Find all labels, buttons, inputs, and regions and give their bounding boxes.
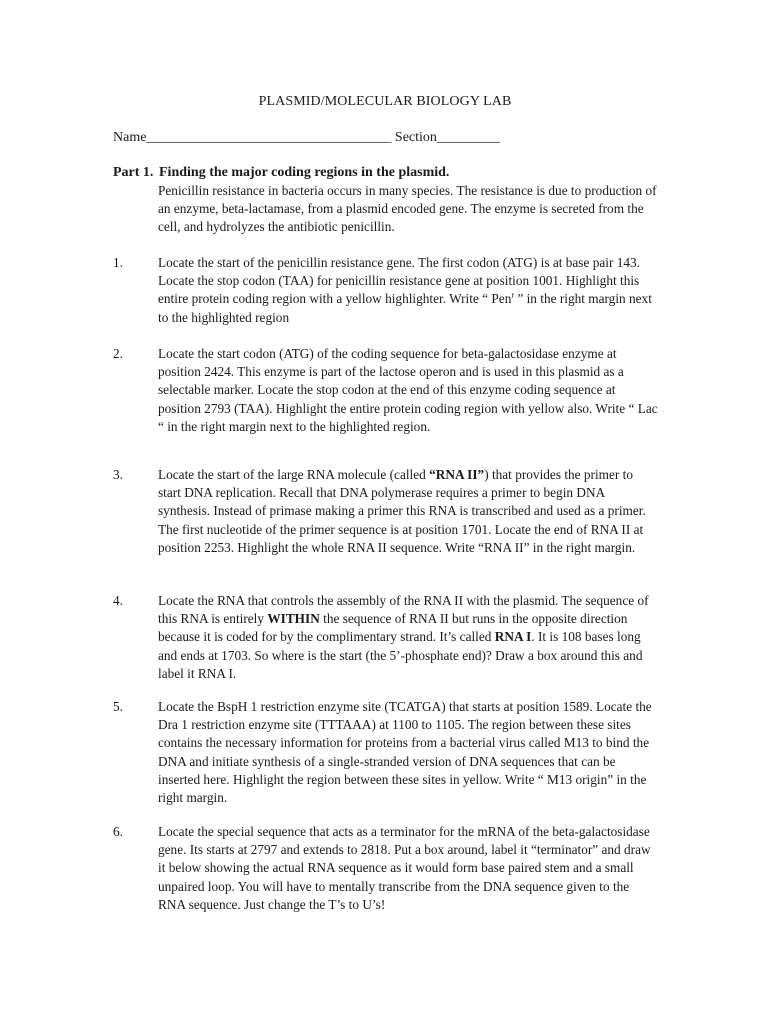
item-number: 2. [113,346,123,361]
part-heading-text: Finding the major coding regions in the plasmid. [159,165,450,180]
bold-term: WITHIN [267,611,320,627]
item-text-part: the sequence of RNA II but runs in the opposite direction because it is coded for by the complimentary strand. It’s called [158,611,628,645]
superscript: r [511,290,515,300]
item-text: Locate the BspH 1 restriction enzyme site (TCATGA) that starts at position 1589. Locate the Dra 1 restriction enzyme site (TTTAAA) at 1100 to 1105. The region between these sites contains the necessary information for proteins from a bacterial virus called M13 to bind the DNA and initiate synthesis of a single-stranded version of DNA sequences that can be inserted here. Highlight the region between these sites in yellow. Write “ M13 origin” in the right margin. [158,699,652,806]
item-number: 3. [113,467,123,482]
item-text-part: Locate the start of the penicillin resistance gene. The first codon (ATG) is at base pair 143. Locate the stop codon (TAA) for penicillin resistance gene at position 1001. Highlight this entire protein coding region with a yellow highlighter. Write “ Pen [158,255,640,307]
item-text [158,592,658,683]
item-text: Locate the start codon (ATG) of the coding sequence for beta-galactosidase enzyme at position 2424. This enzyme is part of the lactose operon and is used in this plasmid as a selectable marker. Locate the stop codon at the end of this enzyme coding sequence at position 2793 (TAA). Highlight the entire protein coding region with yellow also. Write “ Lac “ in the right margin next to the highlighted region. [158,346,658,434]
part-heading [113,165,449,181]
item-text-part: ) that provides the primer to start DNA replication. Recall that DNA polymerase requires a primer to begin DNA synthesis. Instead of primase making a primer this RNA is transcribed and used as a primer. The first nucleotide of the primer sequence is at position 1701. Locate the end of RNA II at position 2253. Highlight the whole RNA II sequence. Write “RNA II” in the right margin. [158,467,646,555]
item-text [158,254,658,327]
item-number: 6. [113,824,123,839]
bold-term: “RNA II” [429,467,485,482]
bold-term: RNA I [494,629,532,645]
item-text-part: . It is 108 bases long and ends at 1703. So where is the start (the 5’-phosphate end)? Draw a box around this and label it RNA I. [158,629,643,681]
page-title: PLASMID/MOLECULAR BIOLOGY LAB [258,94,512,109]
item-text: Locate the special sequence that acts as a terminator for the mRNA of the beta-galactosidase gene. Its starts at 2797 and extends to 2818. Put a box around, label it “terminator” and draw it below showing the actual RNA sequence as it would form base paired stem and a small unpaired loop. You will have to mentally transcribe from the DNA sequence given to the RNA sequence. Just change the T’s to U’s! [158,824,651,912]
item-text [158,466,658,557]
item-text-part: ” in the right margin next to the highlighted region [158,291,652,325]
part-label: Part 1. [113,165,154,180]
part-intro: Penicillin resistance in bacteria occurs in many species. The resistance is due to production of an enzyme, beta-lactamase, from a plasmid encoded gene. The enzyme is secreted from the cell, and hydrolyzes the antibiotic penicillin. [158,183,657,235]
item-number: 5. [113,699,123,714]
item-text-part: Locate the start of the large RNA molecule (called [158,467,430,482]
name-section-line: Name___________________________________ Section_________ [113,130,500,145]
item-text-part: Locate the RNA that controls the assembly of the RNA II with the plasmid. The sequence of this RNA is entirely [158,593,649,627]
item-number: 4. [113,593,123,608]
item-number: 1. [113,255,123,270]
